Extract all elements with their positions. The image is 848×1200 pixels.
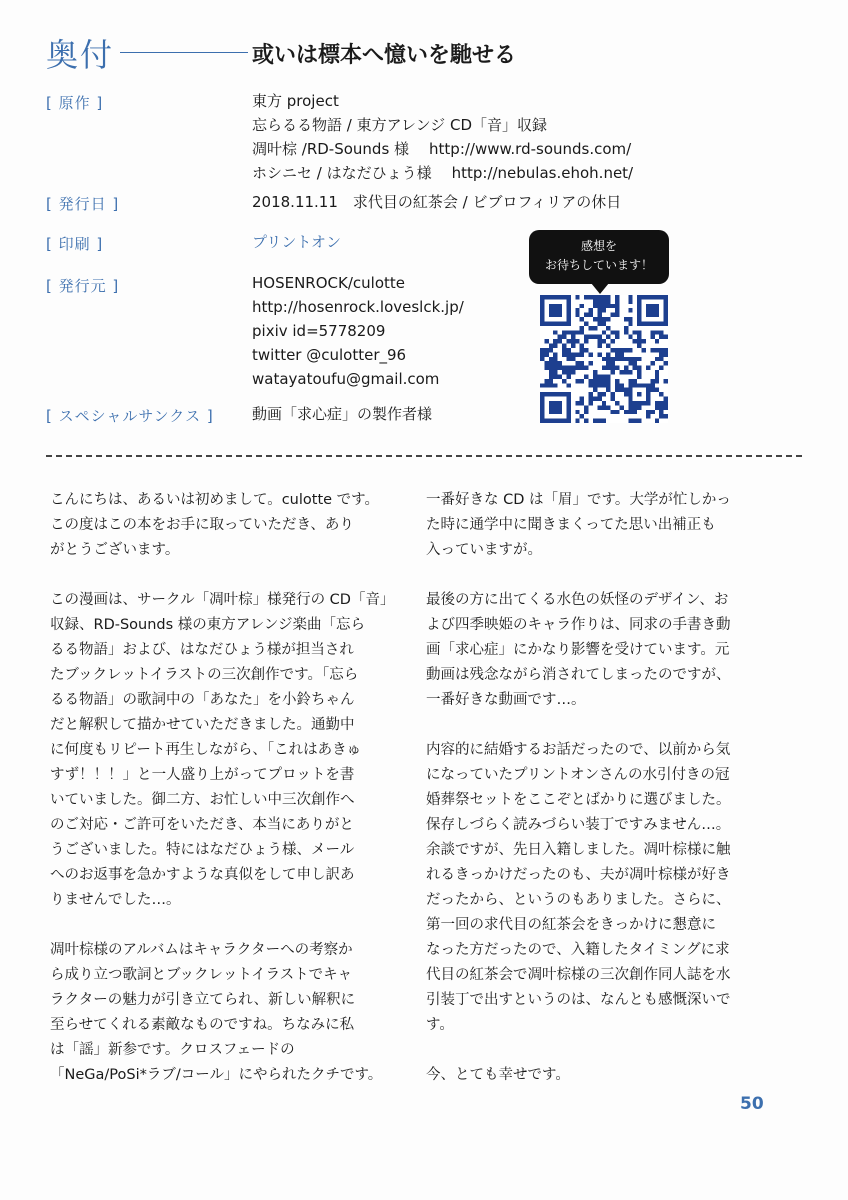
paragraph-line: 動画は残念ながら消されてしまったのですが、	[426, 667, 731, 683]
paragraph-line: 最後の方に出てくる水色の妖怪のデザイン、お	[426, 592, 729, 608]
afterword-paragraph	[426, 738, 768, 1038]
paragraph-line: に何度もリピート再生しながら、「これはあきゅ	[50, 742, 362, 758]
paragraph-line: いていました。御二方、お忙しい中三次創作へ	[50, 792, 355, 808]
colophon-title: 奥付	[46, 36, 115, 74]
paragraph-line: るる物語」の歌詞中の「あなた」を小鈴ちゃん	[50, 692, 355, 708]
paragraph-line: だと解釈して描かせていただきました。通勤中	[50, 717, 355, 733]
page-number: 50	[740, 1094, 764, 1114]
thanks-label: [ スペシャルサンクス ]	[46, 407, 214, 425]
afterword-left-column	[50, 488, 395, 1113]
paragraph-line: この度はこの本をお手に取っていただき、あり	[50, 517, 354, 533]
paragraph-line: この漫画は、サークル「凋叶棕」様発行の CD「音」	[50, 592, 395, 608]
paragraph-line: ラクターの魅力が引き立てられ、新しい解釈に	[50, 992, 356, 1008]
paragraph-line: 婚葬祭セットをここぞとばかりに選びました。	[426, 792, 731, 808]
title-rule	[120, 52, 248, 53]
publisher-line: HOSENROCK/culotte	[252, 274, 405, 292]
original-label: [ 原作 ]	[46, 94, 104, 112]
paragraph-line: だったから、というのもありました。さらに、	[426, 892, 731, 908]
paragraph-line: なった方だったので、入籍したタイミングに求	[426, 942, 730, 958]
paragraph-line: 一番好きな動画です…。	[426, 692, 586, 708]
original-line: 東方 project	[252, 92, 339, 110]
publisher-line: pixiv id=5778209	[252, 322, 386, 340]
book-subtitle: 或いは標本へ憶いを馳せる	[252, 43, 517, 68]
afterword-paragraph	[426, 588, 768, 713]
publisher-line: twitter @culotter_96	[252, 346, 407, 364]
afterword-paragraph	[426, 488, 768, 563]
paragraph-line: た時に通学中に聞きまくってた思い出補正も	[426, 517, 716, 533]
credit-name: ホシニセ / はなだひょう様	[252, 164, 432, 182]
print-value: プリントオン	[252, 233, 341, 251]
credit-name: 凋叶棕 /RD-Sounds 様	[252, 140, 410, 158]
afterword-paragraph	[50, 588, 395, 913]
paragraph-line: すず！！！」と一人盛り上がってプロットを書	[50, 767, 355, 783]
paragraph-line: のご対応・ご許可をいただき、本当にありがと	[50, 817, 354, 833]
bubble-line: お待ちしています！	[544, 258, 653, 272]
publisher-url[interactable]: http://hosenrock.loveslck.jp/	[252, 298, 464, 316]
paragraph-line: は「謡」新参です。クロスフェードの	[50, 1042, 295, 1058]
paragraph-line: 画「求心症」にかなり影響を受けています。元	[426, 642, 730, 658]
paragraph-line: こんにちは、あるいは初めまして。culotte です。	[50, 492, 380, 508]
publisher-label: [ 発行元 ]	[46, 277, 120, 295]
date-value: 2018.11.11 求代目の紅茶会 / ビブロフィリアの休日	[252, 193, 622, 211]
paragraph-line: 一番好きな CD は「眉」です。大学が忙しかっ	[426, 492, 731, 508]
feedback-bubble	[529, 230, 669, 284]
credit-url[interactable]: http://nebulas.ehoh.net/	[451, 164, 634, 182]
paragraph-line: 今、とても幸せです。	[426, 1067, 570, 1083]
paragraph-line: よび四季映姫のキャラ作りは、同求の手書き動	[426, 617, 731, 633]
thanks-value: 動画「求心症」の製作者様	[252, 405, 433, 423]
paragraph-line: 保存しづらく読みづらい装丁ですみません…。	[426, 817, 731, 833]
paragraph-line: す。	[426, 1017, 454, 1033]
paragraph-line: れるきっかけだったのも、夫が凋叶棕様が好き	[426, 867, 731, 883]
credit-url[interactable]: http://www.rd-sounds.com/	[429, 140, 632, 158]
paragraph-line: ら成り立つ歌詞とブックレットイラストでキャ	[50, 967, 353, 983]
paragraph-line: へのお返事を急かすような真似をして申し訳あ	[50, 867, 355, 883]
afterword-right-column	[426, 488, 768, 1113]
paragraph-line: 「NeGa/PoSi*ラブ/コール」にやられたクチです。	[50, 1067, 383, 1083]
paragraph-line: 入っていますが。	[426, 542, 542, 558]
paragraph-line: りませんでした…。	[50, 892, 181, 908]
afterword-paragraph	[50, 938, 392, 1088]
paragraph-line: うございました。特にはなだひょう様、メール	[50, 842, 355, 858]
paragraph-line: がとうございます。	[50, 542, 180, 558]
credit-line	[252, 161, 633, 185]
paragraph-line: になっていたプリントオンさんの水引付きの冠	[426, 767, 730, 783]
paragraph-line: 第一回の求代目の紅茶会をきっかけに懇意に	[426, 917, 716, 933]
date-label: [ 発行日 ]	[46, 195, 120, 213]
bubble-line: 感想を	[580, 239, 617, 253]
paragraph-line: るる物語」および、はなだひょう様が担当され	[50, 642, 354, 658]
paragraph-line: 余談ですが、先日入籍しました。凋叶棕様に触	[426, 842, 731, 858]
paragraph-line: 内容的に結婚するお話だったので、以前から気	[426, 742, 731, 758]
publisher-email[interactable]: watayatoufu@gmail.com	[252, 370, 440, 388]
credit-line	[252, 137, 633, 161]
paragraph-line: 至らせてくれる素敵なものですね。ちなみに私	[50, 1017, 355, 1033]
paragraph-line: 凋叶棕様のアルバムはキャラクターへの考察か	[50, 942, 353, 958]
afterword-paragraph	[426, 1063, 768, 1088]
print-label: [ 印刷 ]	[46, 235, 104, 253]
qr-code-icon[interactable]	[540, 295, 668, 423]
afterword-paragraph	[50, 488, 392, 563]
original-line: 忘らるる物語 / 東方アレンジ CD「音」収録	[252, 116, 548, 134]
paragraph-line: 収録、RD-Sounds 様の東方アレンジ楽曲「忘ら	[50, 617, 365, 633]
publisher-value	[252, 271, 464, 391]
section-divider	[46, 455, 802, 457]
bubble-tail	[591, 283, 609, 294]
original-value	[252, 89, 633, 185]
paragraph-line: 代目の紅茶会で凋叶棕様の三次創作同人誌を水	[426, 967, 731, 983]
paragraph-line: 引装丁で出すというのは、なんとも感慨深いで	[426, 992, 731, 1008]
paragraph-line: たブックレットイラストの三次創作です。「忘ら	[50, 667, 359, 683]
